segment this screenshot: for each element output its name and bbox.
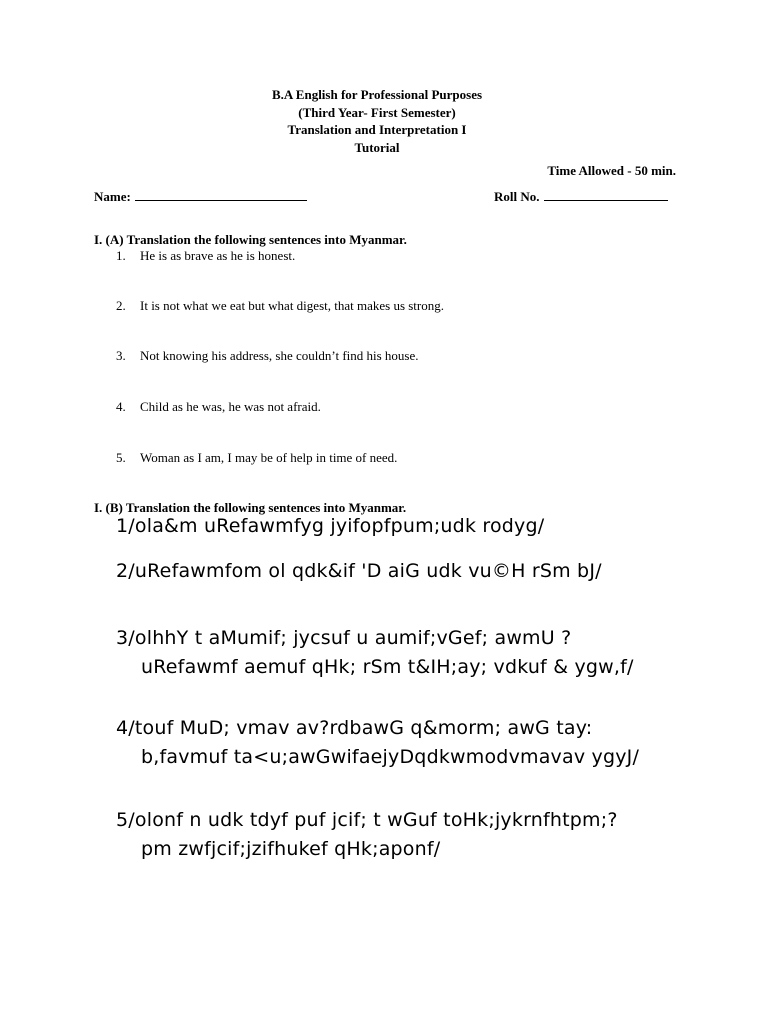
- myanmar-item: 5/olonf n udk tdyf puf jcif; t wGuf toHk;jykrnfhtpm;? pm zwfjcif;jzifhukef qHk;aponf/: [116, 809, 618, 860]
- list-item: 5. Woman as I am, I may be of help in time of need.: [116, 450, 398, 465]
- myanmar-item: 4/touf MuD; vmav av?rdbawG q&morm; awG tay: b,favmuf ta<u;awGwifaejyDqdkwmodvmavav ygyJ/: [116, 717, 640, 768]
- myanmar-item: 2/uRefawmfom ol qdk&if 'D aiG udk vu©H rSm bJ/: [116, 560, 602, 582]
- myanmar-item: 3/olhhY t aMumif; jycsuf u aumif;vGef; awmU ? uRefawmf aemuf qHk; rSm t&IH;ay; vdkuf & ygw,f/: [116, 627, 634, 678]
- roll-blank-line[interactable]: [544, 189, 668, 201]
- name-field[interactable]: [94, 189, 307, 205]
- course-title: B.A English for Professional Purposes: [271, 87, 483, 102]
- list-item: 1. He is as brave as he is honest.: [116, 248, 296, 263]
- roll-label: Roll No.: [494, 189, 540, 204]
- myanmar-item: 1/ola&m uRefawmfyg jyifopfpum;udk rodyg/: [116, 515, 545, 537]
- list-item: 3. Not knowing his address, she couldn’t find his house.: [116, 348, 419, 363]
- document-header: [0, 86, 768, 156]
- section-a-title: I. (A) Translation the following sentences into Myanmar.: [94, 232, 407, 247]
- subject-line: Translation and Interpretation I: [287, 122, 467, 137]
- tutorial-line: Tutorial: [354, 139, 400, 155]
- section-b-title: I. (B) Translation the following sentences into Myanmar.: [94, 500, 407, 515]
- semester-line: (Third Year- First Semester): [298, 104, 456, 120]
- list-item: 2. It is not what we eat but what digest, that makes us strong.: [116, 298, 445, 313]
- roll-number-field[interactable]: [494, 189, 668, 205]
- name-label: Name:: [94, 189, 131, 204]
- time-allowed: Time Allowed - 50 min.: [547, 163, 676, 178]
- name-blank-line[interactable]: [135, 189, 307, 201]
- list-item: 4. Child as he was, he was not afraid.: [116, 399, 321, 414]
